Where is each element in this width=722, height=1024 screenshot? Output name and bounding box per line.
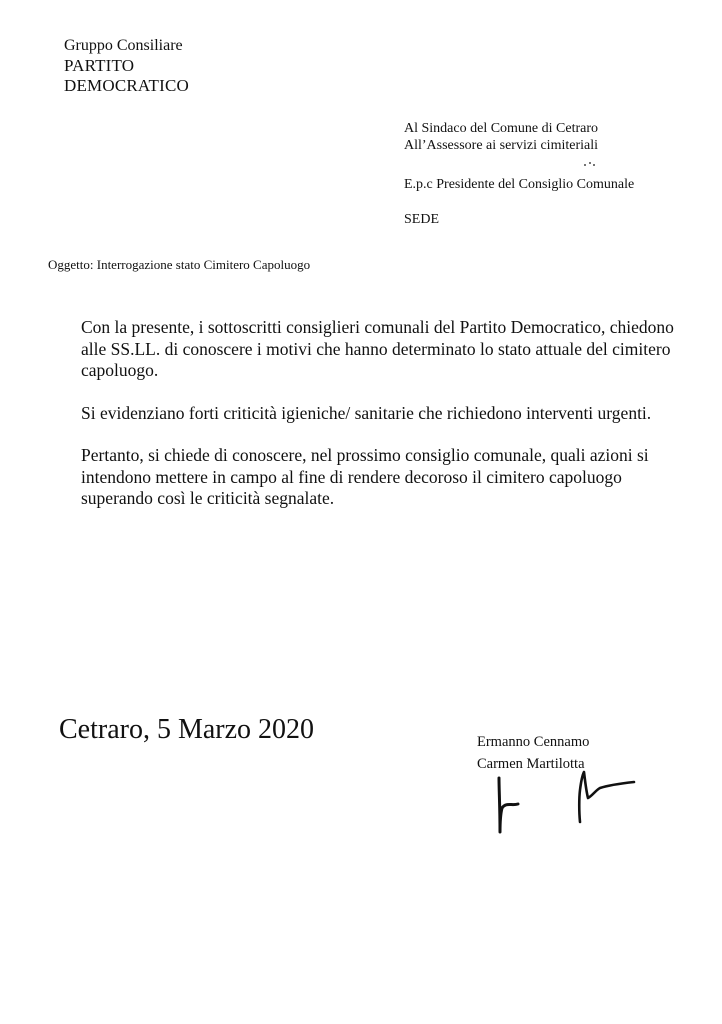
recipient-spacer [404, 193, 634, 211]
sender-party-line1: PARTITO [64, 56, 135, 75]
signature-2-mark [566, 768, 638, 826]
recipient-sede: SEDE [404, 212, 439, 227]
signer-name-2: Carmen Martilotta [477, 756, 585, 772]
recipient-mayor: Al Sindaco del Comune di Cetraro [404, 121, 599, 136]
place-and-date: Cetraro, 5 Marzo 2020 [59, 714, 315, 745]
subject-line: Oggetto: Interrogazione stato Cimitero Capoluogo [48, 257, 311, 272]
ink-dots-mark [583, 160, 599, 171]
recipient-assessor: All’Assessore ai servizi cimiteriali [404, 138, 598, 153]
body-paragraph-3: Pertanto, si chiede di conoscere, nel prossimo consiglio comunale, quali azioni si intendono mettere in campo al fine di rendere decoroso il cimitero capoluogo superando così le criticità segnalate. [81, 445, 649, 508]
sender-party-line2: DEMOCRATICO [64, 76, 189, 95]
sender-block [64, 36, 189, 96]
sender-group: Gruppo Consiliare [64, 37, 183, 54]
signer-name-1: Ermanno Cennamo [477, 734, 590, 750]
recipient-spacer [404, 154, 634, 176]
body-paragraph-2: Si evidenziano forti criticità igieniche/ sanitarie che richiedono interventi urgenti. [81, 402, 652, 423]
recipients-block [404, 120, 634, 228]
body-paragraph-1: Con la presente, i sottoscritti consiglieri comunali del Partito Democratico, chiedono alle SS.LL. di conoscere i motivi che hanno determinato lo stato attuale del cimitero capoluogo. [81, 317, 674, 380]
letter-body [81, 317, 681, 531]
recipient-council-president: E.p.c Presidente del Consiglio Comunale [404, 177, 635, 192]
signature-1-mark [488, 776, 528, 840]
